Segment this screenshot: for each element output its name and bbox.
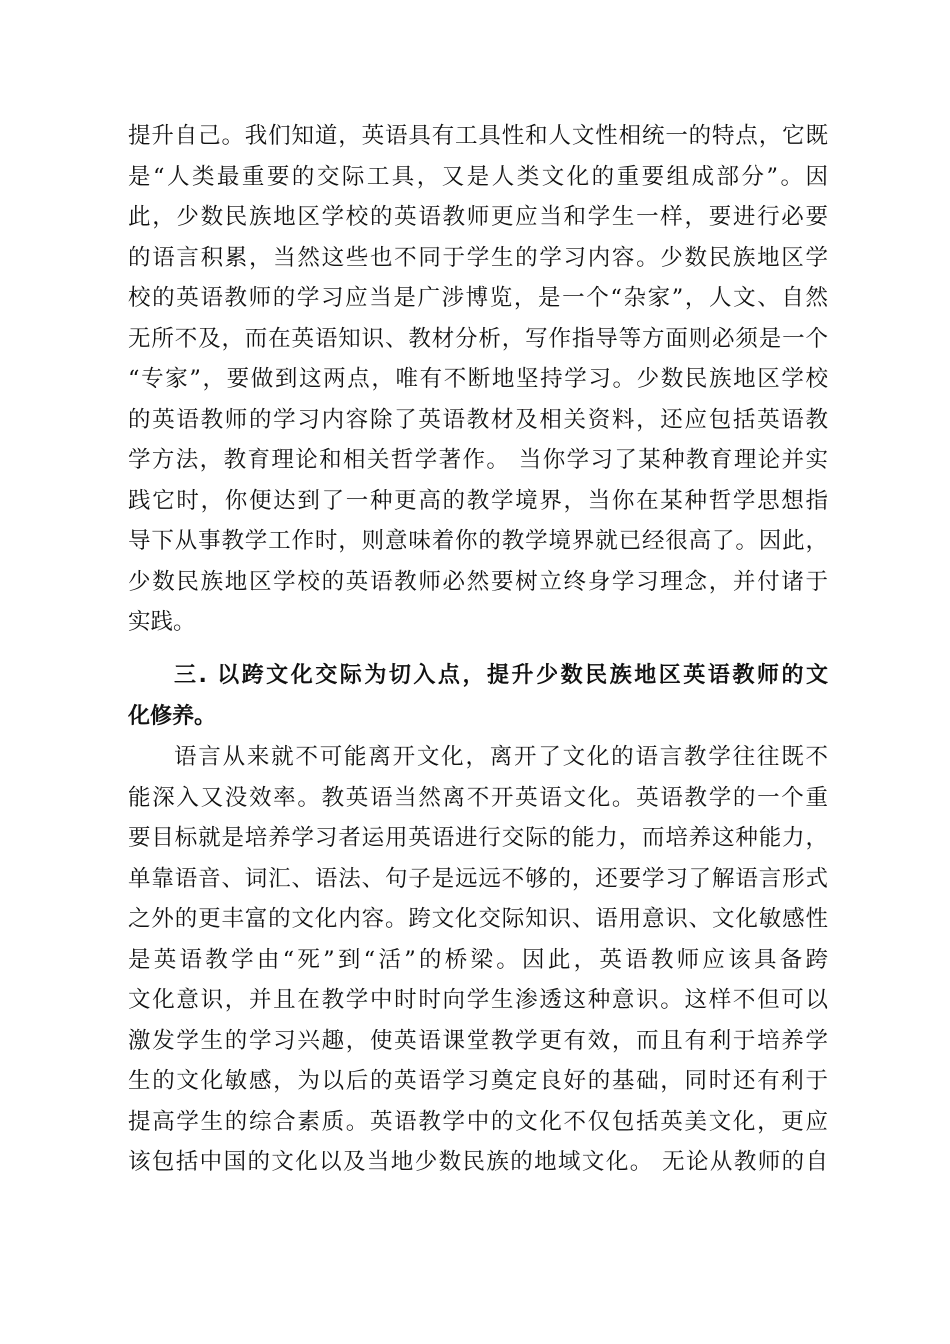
paragraph-line: 提升自己。我们知道，英语具有工具性和人文性相统一的特点，它既 [128, 123, 828, 149]
paragraph-line: “专家”，要做到这两点，唯有不断地坚持学习。少数民族地区学校 [128, 366, 828, 392]
paragraph-2 [128, 737, 828, 1183]
paragraph-line: 能深入又没效率。教英语当然离不开英语文化。英语教学的一个重 [128, 784, 828, 811]
paragraph-line: 的英语教师的学习内容除了英语教材及相关资料，还应包括英语教 [128, 406, 828, 433]
paragraph-line: 校的英语教师的学习应当是广涉博览，是一个“杂家”，人文、自然 [128, 285, 828, 311]
paragraph-line: 提高学生的综合素质。英语教学中的文化不仅包括英美文化，更应 [128, 1108, 828, 1135]
paragraph-line: 该包括中国的文化以及当地少数民族的地域文化。 无论从教师的自 [128, 1149, 828, 1175]
heading-line: 化修养。 [128, 703, 217, 729]
paragraph-line: 是英语教学由“死”到“活”的桥梁。因此，英语教师应该具备跨 [128, 946, 828, 973]
paragraph-line: 是“人类最重要的交际工具，又是人类文化的重要组成部分”。因 [128, 163, 828, 190]
paragraph-line: 要目标就是培养学习者运用英语进行交际的能力，而培养这种能力， [128, 825, 828, 851]
paragraph-line: 单靠语音、词汇、语法、句子是远远不够的，还要学习了解语言形式 [128, 865, 828, 892]
paragraph-line: 少数民族地区学校的英语教师必然要树立终身学习理念，并付诸于 [128, 568, 828, 595]
paragraph-line: 之外的更丰富的文化内容。跨文化交际知识、语用意识、文化敏感性 [128, 906, 828, 932]
paragraph-line: 无所不及，而在英语知识、教材分析，写作指导等方面则必须是一个 [128, 325, 828, 352]
paragraph-line: 此，少数民族地区学校的英语教师更应当和学生一样，要进行必要 [128, 204, 828, 230]
paragraph-line: 学方法，教育理论和相关哲学著作。 当你学习了某种教育理论并实 [128, 447, 828, 473]
paragraph-line: 激发学生的学习兴趣，使英语课堂教学更有效，而且有利于培养学 [128, 1027, 828, 1054]
paragraph-line: 践它时，你便达到了一种更高的教学境界，当你在某种哲学思想指 [128, 487, 828, 514]
paragraph-line: 导下从事教学工作时，则意味着你的教学境界就已经很高了。因此， [128, 528, 828, 554]
section-heading [128, 656, 828, 737]
paragraph-line: 的语言积累，当然这些也不同于学生的学习内容。少数民族地区学 [128, 244, 828, 271]
paragraph-line: 生的文化敏感，为以后的英语学习奠定良好的基础，同时还有利于 [128, 1068, 828, 1094]
paragraph-1 [128, 116, 828, 643]
paragraph-line: 文化意识，并且在教学中时时向学生渗透这种意识。这样不但可以 [128, 987, 828, 1013]
paragraph-line: 实践。 [128, 609, 196, 635]
paragraph-line: 语言从来就不可能离开文化，离开了文化的语言教学往往既不 [174, 744, 828, 770]
heading-line: 三. 以跨文化交际为切入点，提升少数民族地区英语教师的文 [174, 663, 828, 688]
